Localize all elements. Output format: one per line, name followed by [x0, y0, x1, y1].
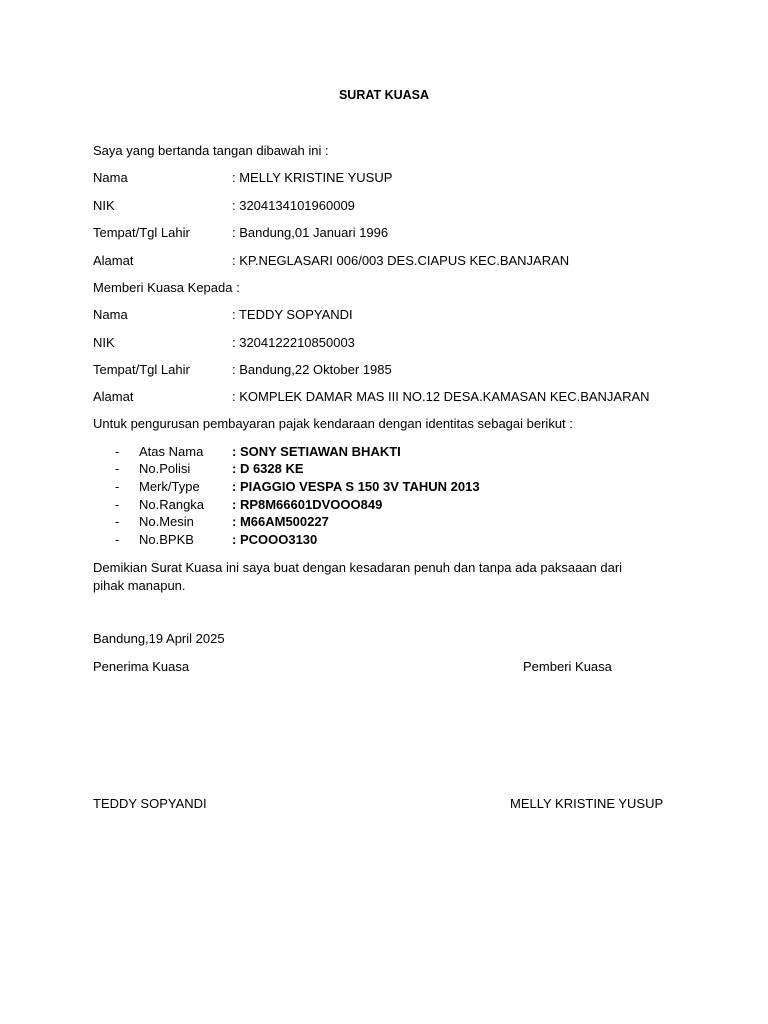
giver-role-label: Pemberi Kuasa: [523, 659, 612, 674]
purpose-text: Untuk pengurusan pembayaran pajak kendaraan dengan identitas sebagai berikut :: [93, 416, 573, 431]
place-date: Bandung,19 April 2025: [93, 631, 225, 646]
vehicle-type-value: : PIAGGIO VESPA S 150 3V TAHUN 2013: [232, 479, 480, 494]
giver-nik-label: NIK: [93, 198, 115, 213]
receiver-signature-name: TEDDY SOPYANDI: [93, 796, 207, 811]
list-dash: -: [115, 444, 120, 459]
giver-nik-value: : 3204134101960009: [232, 198, 355, 213]
giver-name-label: Nama: [93, 170, 128, 185]
receiver-nik-value: : 3204122210850003: [232, 335, 355, 350]
vehicle-chassis-value: : RP8M66601DVOOO849: [232, 497, 383, 512]
vehicle-plate-value: : D 6328 KE: [232, 461, 304, 476]
receiver-name-value: : TEDDY SOPYANDI: [232, 307, 353, 322]
vehicle-engine-value: : M66AM500227: [232, 514, 329, 529]
vehicle-chassis-label: No.Rangka: [139, 497, 205, 512]
list-dash: -: [115, 479, 120, 494]
closing-text: Demikian Surat Kuasa ini saya buat dengan kesadaran penuh dan tanpa ada paksaaan dari pihak manapun.: [93, 560, 623, 593]
giver-birth-label: Tempat/Tgl Lahir: [93, 225, 190, 240]
receiver-role-label: Penerima Kuasa: [93, 659, 190, 674]
list-dash: -: [115, 497, 120, 512]
vehicle-type-label: Merk/Type: [139, 479, 200, 494]
giver-address-label: Alamat: [93, 253, 134, 268]
receiver-intro-text: Memberi Kuasa Kepada :: [93, 280, 240, 295]
list-dash: -: [115, 461, 120, 476]
giver-address-value: : KP.NEGLASARI 006/003 DES.CIAPUS KEC.BANJARAN: [232, 253, 570, 268]
list-dash: -: [115, 514, 120, 529]
vehicle-bpkb-value: : PCOOO3130: [232, 532, 318, 547]
receiver-nik-label: NIK: [93, 335, 115, 350]
vehicle-owner-label: Atas Nama: [139, 444, 204, 459]
receiver-address-value: : KOMPLEK DAMAR MAS III NO.12 DESA.KAMASAN KEC.BANJARAN: [232, 389, 650, 404]
intro-text: Saya yang bertanda tangan dibawah ini :: [93, 143, 329, 158]
letter-title: SURAT KUASA: [338, 88, 430, 102]
giver-name-value: : MELLY KRISTINE YUSUP: [232, 170, 393, 185]
vehicle-bpkb-label: No.BPKB: [139, 532, 194, 547]
receiver-name-label: Nama: [93, 307, 128, 322]
receiver-address-label: Alamat: [93, 389, 134, 404]
vehicle-owner-value: : SONY SETIAWAN BHAKTI: [232, 444, 401, 459]
giver-signature-name: MELLY KRISTINE YUSUP: [510, 796, 664, 811]
receiver-birth-value: : Bandung,22 Oktober 1985: [232, 362, 392, 377]
receiver-birth-label: Tempat/Tgl Lahir: [93, 362, 190, 377]
vehicle-engine-label: No.Mesin: [139, 514, 194, 529]
giver-birth-value: : Bandung,01 Januari 1996: [232, 225, 389, 240]
vehicle-plate-label: No.Polisi: [139, 461, 191, 476]
list-dash: -: [115, 532, 120, 547]
